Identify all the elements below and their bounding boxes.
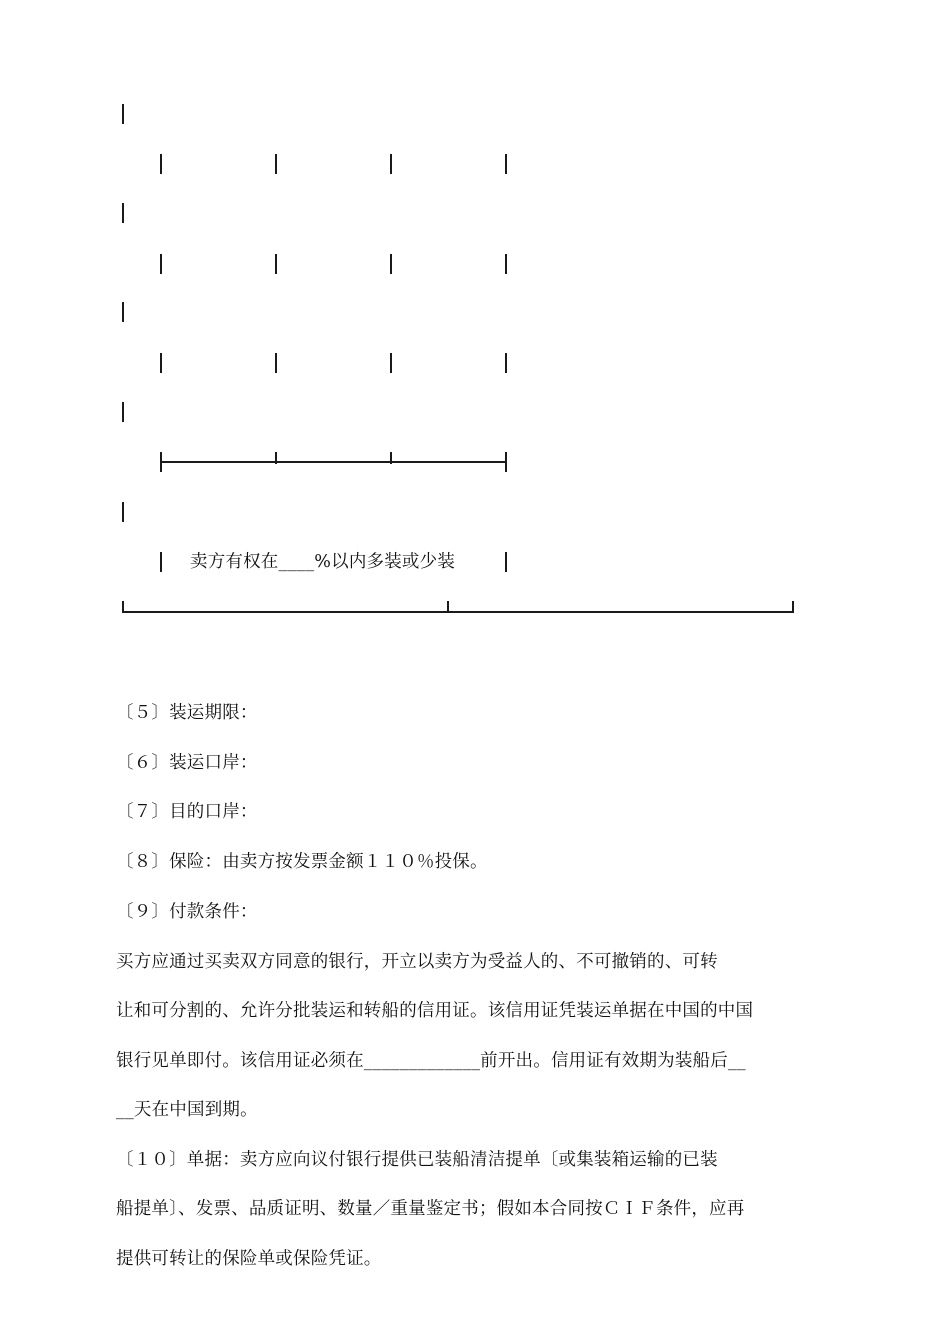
documents-paragraph-line: 〔１０〕单据：卖方应向议付银行提供已装船清洁提单〔或集装箱运输的已装 bbox=[116, 1150, 718, 1170]
table-column-separator bbox=[275, 154, 277, 174]
table-column-separator bbox=[505, 353, 507, 373]
payment-paragraph-line: 买方应通过买卖双方同意的银行，开立以卖方为受益人的、不可撤销的、可转 bbox=[116, 952, 718, 972]
table-bottom-right-corner bbox=[792, 601, 794, 613]
table-column-separator bbox=[505, 552, 507, 572]
table-left-border bbox=[122, 402, 124, 422]
clause-9-payment-terms: 〔９〕付款条件： bbox=[116, 902, 258, 922]
table-left-border bbox=[122, 502, 124, 522]
table-left-border bbox=[122, 104, 124, 124]
payment-paragraph-line: 银行见单即付。该信用证必须在_____________前开出。信用证有效期为装船后__ bbox=[116, 1051, 746, 1071]
clause-8-insurance: 〔８〕保险：由卖方按发票金额１１０％投保。 bbox=[116, 852, 488, 872]
table-column-separator bbox=[390, 254, 392, 274]
table-column-separator bbox=[505, 254, 507, 274]
table-inner-rule bbox=[162, 461, 506, 463]
table-column-separator bbox=[160, 353, 162, 373]
table-left-border bbox=[122, 302, 124, 322]
overload-tolerance-note: 卖方有权在____%以内多装或少装 bbox=[190, 552, 456, 572]
table-column-separator bbox=[160, 154, 162, 174]
table-column-separator bbox=[160, 552, 162, 572]
table-column-separator bbox=[390, 154, 392, 174]
table-junction-right bbox=[505, 452, 507, 472]
clause-5-shipment-period: 〔５〕装运期限： bbox=[116, 703, 258, 723]
payment-paragraph-line: __天在中国到期。 bbox=[116, 1100, 258, 1120]
clause-7-port-of-destination: 〔７〕目的口岸： bbox=[116, 802, 258, 822]
documents-paragraph-line: 船提单〕、发票、品质证明、数量／重量鉴定书；假如本合同按ＣＩＦ条件，应再 bbox=[116, 1199, 745, 1219]
clause-6-port-of-shipment: 〔６〕装运口岸： bbox=[116, 753, 258, 773]
table-column-separator bbox=[275, 353, 277, 373]
table-column-separator bbox=[275, 254, 277, 274]
payment-paragraph-line: 让和可分割的、允许分批装运和转船的信用证。该信用证凭装运单据在中国的中国 bbox=[116, 1001, 754, 1021]
table-column-separator bbox=[505, 154, 507, 174]
table-column-separator bbox=[390, 353, 392, 373]
documents-paragraph-line: 提供可转让的保险单或保险凭证。 bbox=[116, 1249, 382, 1269]
table-column-separator bbox=[160, 254, 162, 274]
table-bottom-junction bbox=[447, 601, 449, 613]
table-junction bbox=[390, 452, 392, 464]
table-bottom-border bbox=[122, 611, 794, 613]
table-junction bbox=[275, 452, 277, 464]
table-left-border bbox=[122, 203, 124, 223]
